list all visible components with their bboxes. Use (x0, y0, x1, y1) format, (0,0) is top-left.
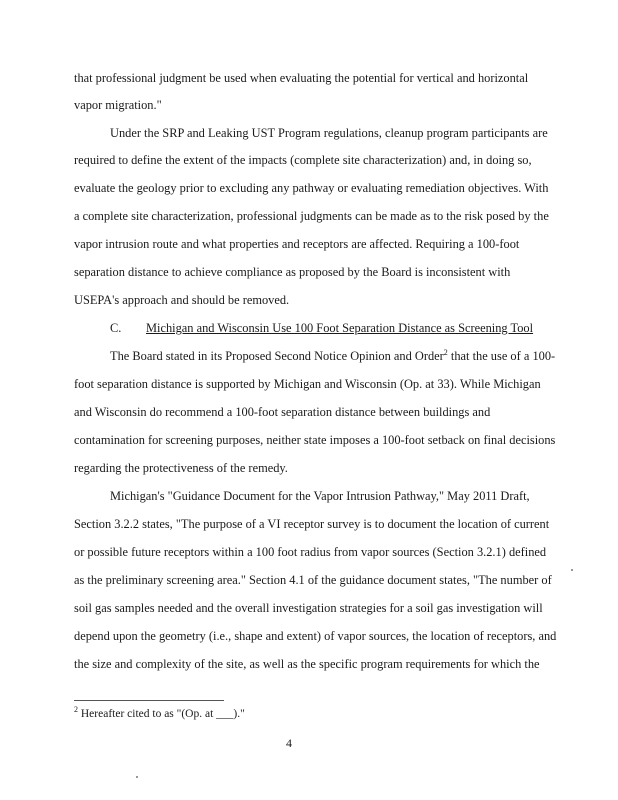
body-line: contamination for screening purposes, neither state imposes a 100-foot setback on final decisions (74, 433, 556, 447)
body-line: and Wisconsin do recommend a 100-foot separation distance between buildings and (74, 405, 491, 419)
body-line: USEPA's approach and should be removed. (74, 293, 290, 307)
paragraph-first-line: Under the SRP and Leaking UST Program regulations, cleanup program participants are (110, 126, 548, 140)
body-line: required to define the extent of the impacts (complete site characterization) and, in doing so, (74, 153, 532, 167)
body-line: that professional judgment be used when evaluating the potential for vertical and horizontal (74, 71, 529, 85)
body-line: as the preliminary screening area." Section 4.1 of the guidance document states, "The number of (74, 573, 552, 587)
body-line: the size and complexity of the site, as well as the specific program requirements for which the (74, 657, 540, 671)
page-number: 4 (286, 736, 292, 750)
line-text: The Board stated in its Proposed Second Notice Opinion and Order (110, 349, 444, 363)
body-line: depend upon the geometry (i.e., shape and extent) of vapor sources, the location of receptors, and (74, 629, 557, 643)
footnote-number: 2 (74, 705, 78, 714)
body-line: vapor migration." (74, 98, 162, 112)
body-line: regarding the protectiveness of the remedy. (74, 461, 288, 475)
section-title: Michigan and Wisconsin Use 100 Foot Separation Distance as Screening Tool (146, 321, 534, 335)
body-line: soil gas samples needed and the overall investigation strategies for a soil gas investigation will (74, 601, 543, 615)
footnote-reference: 2 (443, 348, 448, 357)
body-line: foot separation distance is supported by Michigan and Wisconsin (Op. at 33). While Michigan (74, 377, 541, 391)
footnote-text: Hereafter cited to as "(Op. at ___)." (78, 708, 245, 720)
body-line: a complete site characterization, professional judgments can be made as to the risk posed by the (74, 209, 549, 223)
body-line: evaluate the geology prior to excluding any pathway or evaluating remediation objectives. With (74, 181, 549, 195)
footnote-separator (74, 700, 224, 701)
body-line: Section 3.2.2 states, "The purpose of a VI receptor survey is to document the location of current (74, 517, 550, 531)
section-label: C. (110, 321, 122, 335)
body-line: or possible future receptors within a 100 foot radius from vapor sources (Section 3.2.1) defined (74, 545, 547, 559)
paragraph-first-line: Michigan's "Guidance Document for the Vapor Intrusion Pathway," May 2011 Draft, (110, 489, 530, 503)
body-line: vapor intrusion route and what properties and receptors are affected. Requiring a 100-foot (74, 237, 520, 251)
footnote (74, 705, 245, 721)
paragraph-first-line (110, 349, 555, 363)
scan-speck (571, 569, 573, 571)
body-line: separation distance to achieve compliance as proposed by the Board is inconsistent with (74, 265, 511, 279)
scan-speck (136, 776, 138, 778)
section-heading (110, 321, 533, 335)
line-text: that the use of a 100- (447, 349, 556, 363)
